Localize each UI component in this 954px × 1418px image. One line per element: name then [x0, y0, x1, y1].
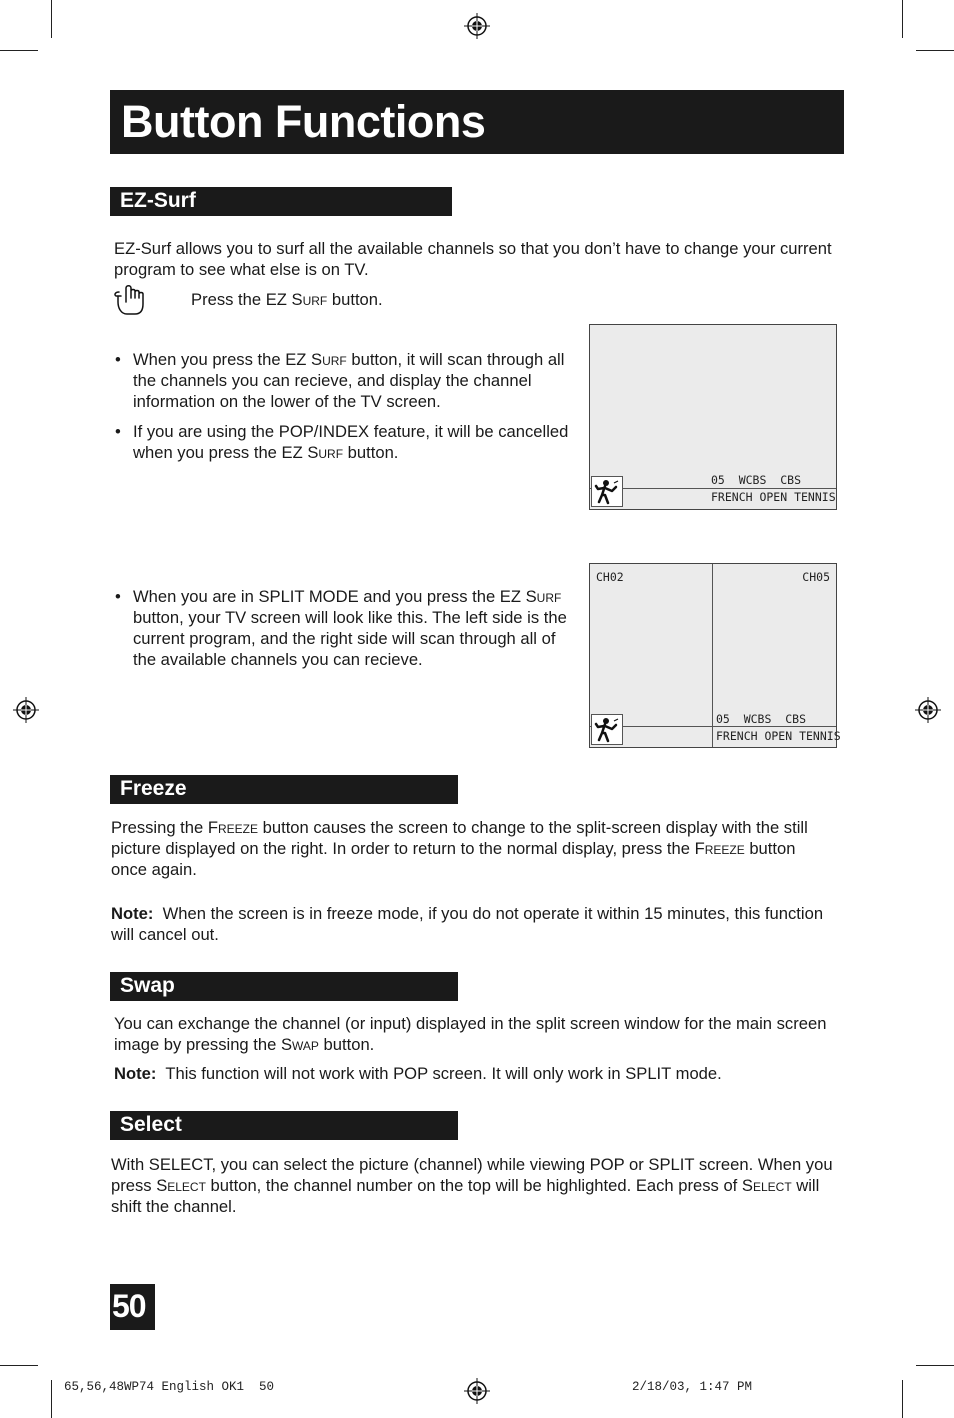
crop-mark — [916, 1365, 954, 1366]
list-item: • When you press the EZ Surf button, it will scan through all the channels you can recieve, and display the channel information on the lower of the TV screen. — [133, 349, 573, 412]
ez-surf-step: Press the EZ Surf button. — [191, 290, 383, 309]
page-title: Button Functions — [121, 96, 486, 147]
left-channel-label: CH02 — [596, 570, 624, 584]
tv-screen-split — [589, 563, 841, 748]
tv-screen-full — [589, 324, 837, 510]
crop-mark — [902, 0, 903, 38]
section-heading-freeze: Freeze — [110, 775, 458, 804]
split-divider — [712, 564, 713, 747]
pointing-hand-icon — [113, 284, 147, 316]
swap-note: Note: This function will not work with POP screen. It will only work in SPLIT mode. — [114, 1064, 722, 1083]
ez-surf-bullets — [115, 349, 573, 472]
right-channel-label: CH05 — [802, 570, 830, 584]
page-title-bar — [110, 90, 844, 154]
program-title: FRENCH OPEN TENNIS — [716, 729, 841, 743]
section-heading-swap: Swap — [110, 972, 458, 1001]
select-paragraph: With SELECT, you can select the picture (channel) while viewing POP or SPLIT screen. When you press Select button, the channel number on the top will be highlighted. Each press of Select will shift the channel. — [111, 1155, 833, 1216]
channel-info: 05 WCBS CBS — [716, 712, 807, 726]
crop-mark — [0, 1365, 38, 1366]
info-banner-divider — [590, 488, 836, 489]
crop-mark — [0, 50, 38, 51]
ez-surf-intro: EZ-Surf allows you to surf all the available channels so that you don’t have to change your current program to see what else is on TV. — [114, 239, 832, 279]
registration-mark-icon — [464, 13, 490, 39]
footer-timestamp: 2/18/03, 1:47 PM — [632, 1380, 753, 1394]
freeze-paragraph: Pressing the Freeze button causes the screen to change to the split-screen display with the still picture displayed on the right. In order to return to the normal display, press the Freeze button once again. — [111, 818, 808, 879]
page-number: 50 — [112, 1288, 146, 1324]
crop-mark — [51, 1380, 52, 1418]
program-title: FRENCH OPEN TENNIS — [711, 490, 836, 504]
list-item: • If you are using the POP/INDEX feature, it will be cancelled when you press the EZ Surf button. — [133, 421, 573, 463]
tennis-player-icon — [591, 714, 623, 745]
crop-mark — [51, 0, 52, 38]
ez-surf-split-bullet — [115, 586, 573, 679]
info-banner-divider — [590, 726, 836, 727]
crop-mark — [902, 1380, 903, 1418]
registration-mark-icon — [13, 697, 39, 723]
freeze-note: Note: When the screen is in freeze mode, if you do not operate it within 15 minutes, this function will cancel out. — [111, 904, 828, 944]
section-heading-select: Select — [110, 1111, 458, 1140]
swap-paragraph: You can exchange the channel (or input) displayed in the split screen window for the main screen image by pressing the Swap button. — [114, 1014, 827, 1054]
channel-info: 05 WCBS CBS — [711, 473, 802, 487]
crop-mark — [916, 50, 954, 51]
tennis-player-icon — [591, 476, 623, 507]
registration-mark-icon — [915, 697, 941, 723]
section-heading-ez-surf: EZ-Surf — [110, 187, 452, 216]
list-item: • When you are in SPLIT MODE and you press the EZ Surf button, your TV screen will look like this. The left side is the current program, and the right side will scan through all of the available channels you can recieve. — [133, 586, 573, 670]
page-number-box — [110, 1284, 155, 1330]
button-name: Surf — [291, 290, 328, 309]
registration-mark-icon — [464, 1378, 490, 1404]
footer-file-info: 65,56,48WP74 English OK1 50 — [64, 1380, 275, 1394]
